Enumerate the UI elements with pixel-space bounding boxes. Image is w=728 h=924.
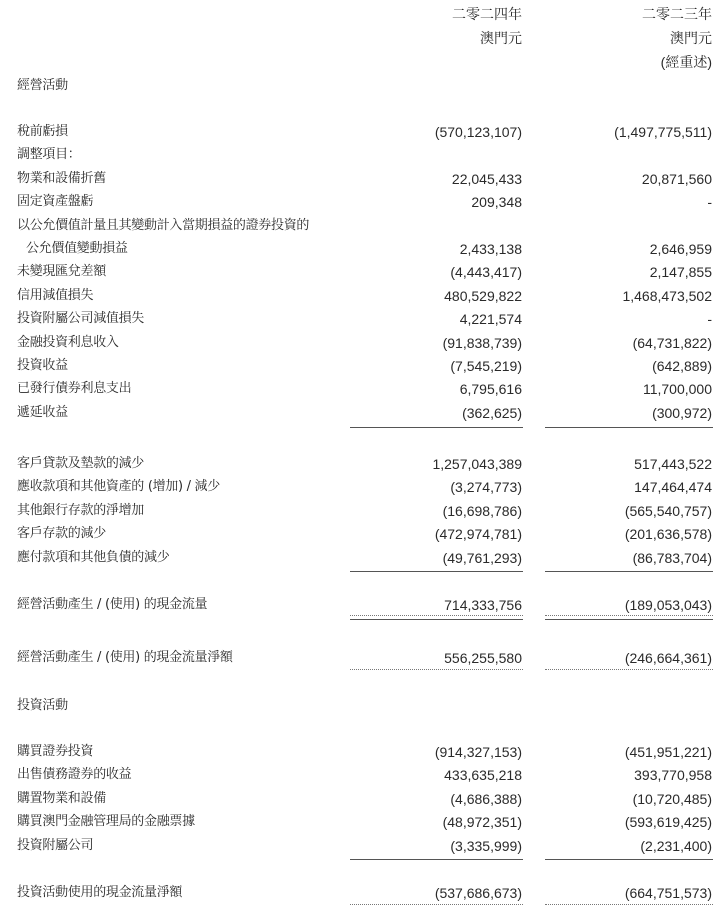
table-row [0, 144, 728, 166]
table-row [0, 378, 728, 400]
table-row [0, 764, 728, 786]
row-label: 投資附屬公司減值損失 [17, 311, 145, 327]
value-2023: 147,464,474 [634, 479, 712, 496]
table-row [0, 523, 728, 545]
table-row [0, 308, 728, 330]
value-2023: 2,147,855 [649, 264, 712, 281]
table-row [0, 261, 728, 283]
value-2024: (4,443,417) [450, 264, 522, 281]
row-label: 稅前虧損 [17, 124, 68, 139]
table-row [0, 355, 728, 377]
table-row [0, 453, 728, 475]
table-row [0, 811, 728, 833]
rule-line [545, 427, 713, 428]
row-label: 客戶貸款及墊款的減少 [17, 456, 145, 471]
row-label: 出售債務證券的收益 [17, 767, 132, 783]
table-row [0, 788, 728, 810]
value-2023: (10,720,485) [632, 790, 712, 807]
rule-line [350, 669, 523, 670]
value-2024: (4,686,388) [450, 790, 522, 807]
value-2024: (537,686,673) [434, 885, 522, 901]
value-2023: 2,646,959 [649, 241, 712, 257]
value-2024: 2,433,138 [459, 241, 522, 257]
table-row [0, 168, 728, 190]
row-label: 投資活動使用的現金流量淨額 [17, 885, 183, 900]
table-row [0, 191, 728, 213]
value-2024: (362,625) [462, 404, 522, 421]
value-2024: (570,123,107) [434, 124, 522, 140]
col-2023-restated-note: (經重述) [660, 54, 712, 70]
section-title-operating [0, 75, 728, 97]
row-label: 經營活動產生 / (使用) 的現金流量淨額 [17, 650, 233, 665]
col-2024-currency: 澳門元 [480, 30, 522, 46]
total-row [0, 882, 728, 904]
value-2024: 4,221,574 [459, 311, 522, 328]
value-2023: (189,053,043) [624, 597, 712, 613]
rule-line [350, 904, 523, 905]
rule-line [350, 571, 523, 572]
rule-line [545, 571, 713, 572]
table-row [0, 547, 728, 569]
value-2024: (49,761,293) [442, 549, 522, 566]
row-label: 應收款項和其他資產的 (增加) / 減少 [17, 479, 220, 495]
value-2024: (3,335,999) [450, 837, 522, 854]
row-label: 購置物業和設備 [17, 790, 106, 806]
rule-line [545, 615, 713, 616]
rule-line [545, 619, 713, 620]
value-2023: (565,540,757) [624, 502, 712, 519]
table-row [0, 835, 728, 857]
value-2023: (593,619,425) [624, 814, 712, 831]
col-2023-currency: 澳門元 [670, 30, 712, 46]
value-2023: (642,889) [652, 358, 712, 374]
row-label: 公允價值變動損益 [26, 241, 128, 256]
rule-line [350, 615, 523, 616]
table-row [0, 238, 728, 260]
row-label: 購買證券投資 [17, 744, 94, 759]
table-row [0, 121, 728, 143]
table-row [0, 285, 728, 307]
row-label: 應付款項和其他負債的減少 [17, 549, 170, 565]
value-2023: 11,700,000 [642, 381, 712, 398]
row-label: 未變現匯兌差額 [17, 264, 106, 280]
row-label: 信用減值損失 [17, 287, 94, 303]
table-row [0, 741, 728, 763]
value-2024: (16,698,786) [442, 502, 522, 519]
row-label: 以公允價值計量且其變動計入當期損益的證券投資的 [17, 217, 310, 233]
header-year-row [0, 3, 728, 25]
rule-line [350, 859, 523, 860]
row-label: 調整項目： [17, 147, 81, 163]
total-row [0, 647, 728, 669]
value-2023: 517,443,522 [634, 456, 712, 472]
subtotal-row [0, 594, 728, 616]
value-2024: (91,838,739) [442, 334, 522, 351]
row-label: 物業和設備折舊 [17, 170, 106, 186]
row-label: 金融投資利息收入 [17, 334, 119, 350]
header-note-row [0, 51, 728, 73]
table-row [0, 332, 728, 354]
table-row [0, 500, 728, 522]
col-2023-year: 二零二三年 [642, 6, 712, 22]
col-2024-year: 二零二四年 [452, 6, 522, 22]
value-2024: 433,635,218 [444, 767, 522, 784]
value-2024: (48,972,351) [442, 814, 522, 831]
value-2024: (472,974,781) [434, 526, 522, 543]
value-2024: 1,257,043,389 [432, 456, 522, 472]
value-2023: (664,751,573) [624, 885, 712, 901]
value-2024: 714,333,756 [444, 597, 522, 613]
value-2023: (86,783,704) [632, 549, 712, 566]
table-row [0, 215, 728, 237]
rule-line [545, 669, 713, 670]
value-2023: (246,664,361) [624, 650, 712, 666]
value-2023: 20,871,560 [641, 170, 712, 187]
row-label: 客戶存款的減少 [17, 526, 106, 542]
row-label: 購買澳門金融管理局的金融票據 [17, 814, 195, 830]
section-title-investing [0, 695, 728, 717]
value-2024: 556,255,580 [444, 650, 522, 666]
value-2023: (451,951,221) [624, 744, 712, 760]
value-2024: (914,327,153) [434, 744, 522, 760]
rule-line [545, 904, 713, 905]
section-title: 投資活動 [17, 698, 68, 713]
value-2024: 209,348 [471, 194, 522, 211]
rule-line [350, 619, 523, 620]
value-2023: - [707, 194, 712, 211]
table-row [0, 402, 728, 424]
rule-line [350, 427, 523, 428]
row-label: 經營活動產生 / (使用) 的現金流量 [17, 597, 208, 612]
value-2024: (3,274,773) [450, 479, 522, 496]
value-2024: (7,545,219) [450, 358, 522, 374]
value-2023: (201,636,578) [624, 526, 712, 543]
value-2023: (64,731,822) [632, 334, 712, 351]
row-label: 投資收益 [17, 358, 68, 373]
rule-line [545, 859, 713, 860]
value-2023: (1,497,775,511) [614, 124, 712, 140]
value-2023: - [707, 311, 712, 328]
section-title: 經營活動 [17, 78, 68, 93]
row-label: 其他銀行存款的淨增加 [17, 502, 145, 518]
value-2024: 480,529,822 [444, 287, 522, 304]
value-2023: 393,770,958 [634, 767, 712, 784]
value-2023: 1,468,473,502 [622, 287, 712, 304]
header-currency-row [0, 27, 728, 49]
value-2024: 22,045,433 [451, 170, 522, 187]
row-label: 固定資產盤虧 [17, 194, 94, 210]
row-label: 遞延收益 [17, 404, 68, 420]
row-label: 已發行債券利息支出 [17, 381, 132, 397]
value-2023: (300,972) [652, 404, 712, 421]
row-label: 投資附屬公司 [17, 837, 94, 853]
value-2023: (2,231,400) [640, 837, 712, 854]
table-row [0, 476, 728, 498]
value-2024: 6,795,616 [459, 381, 522, 398]
